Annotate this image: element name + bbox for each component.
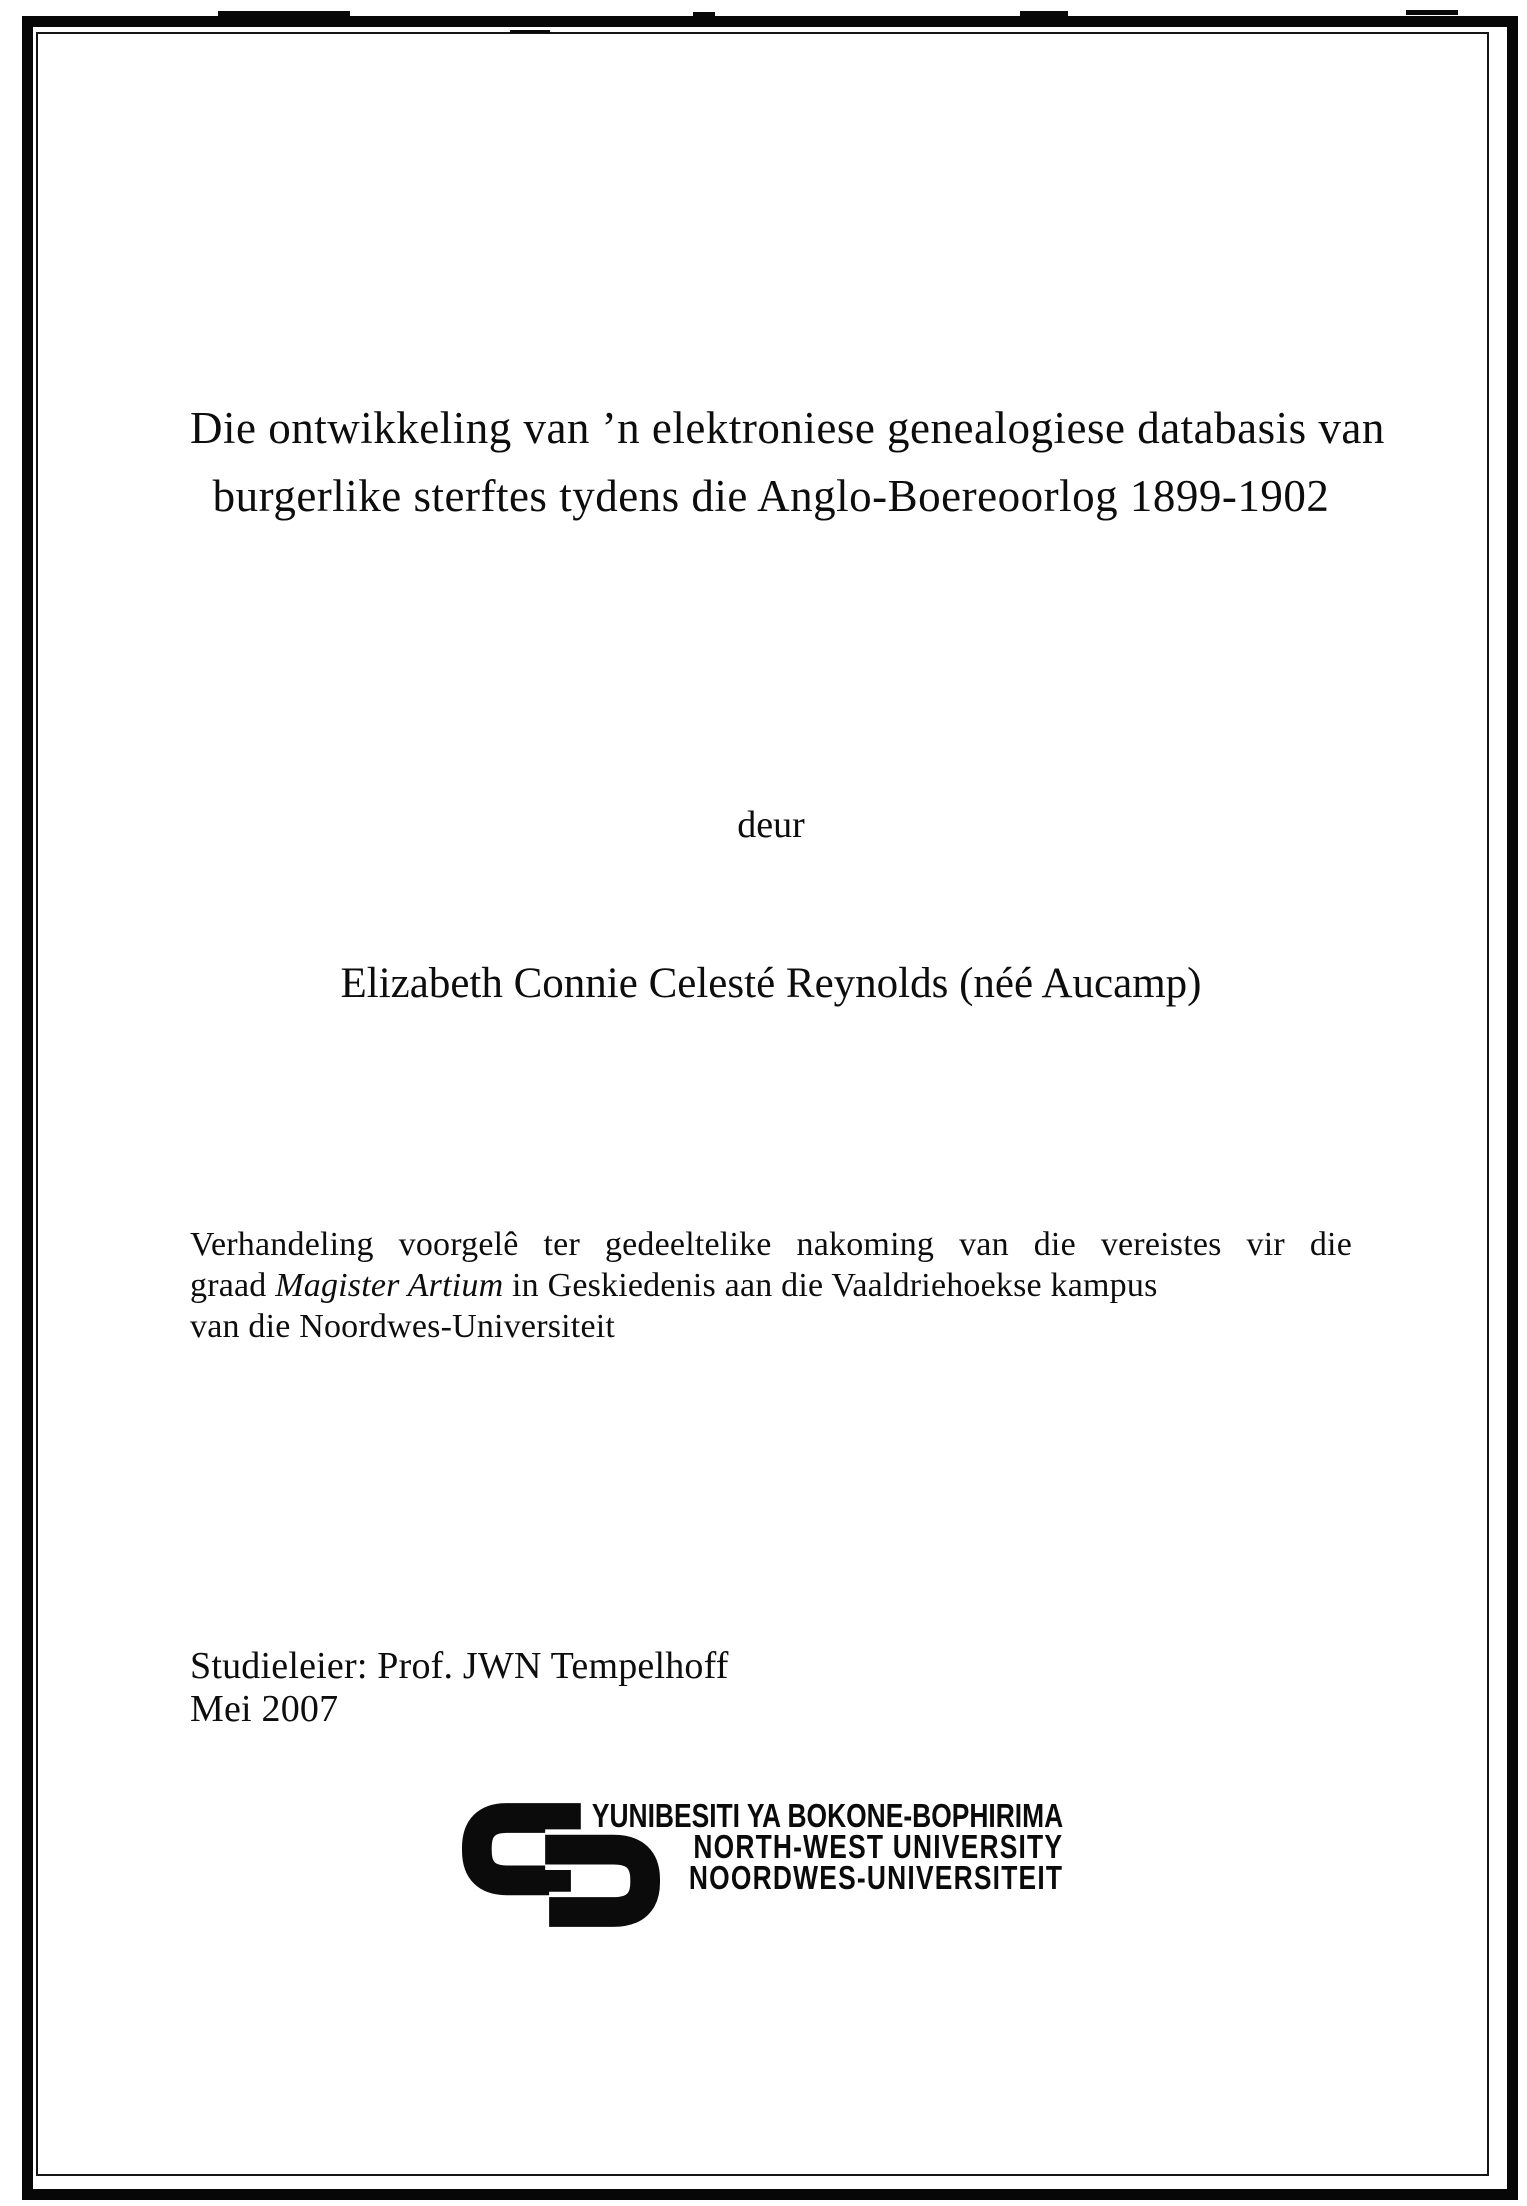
thesis-title-line1: Die ontwikkeling van ’n elektroniese genealogiese databasis van [190, 403, 1385, 453]
scan-artifact [1406, 10, 1458, 15]
university-logo [462, 1797, 1082, 1937]
supervisor-block [190, 1645, 1352, 1731]
supervisor-line: Studieleier: Prof. JWN Tempelhoff [190, 1645, 729, 1687]
scan-artifact [1020, 11, 1068, 16]
degree-statement-line1: Verhandeling voorgelê ter gedeeltelike nakoming van die vereistes vir die [190, 1226, 1352, 1263]
author-name: Elizabeth Connie Celesté Reynolds (néé Aucamp) [340, 960, 1202, 1007]
thesis-title-line2: burgerlike sterftes tydens die Anglo-Boereoorlog 1899-1902 [212, 471, 1330, 521]
date-line: Mei 2007 [190, 1688, 339, 1730]
scan-artifact [510, 30, 550, 33]
degree-statement-line3: van die Noordwes-Universiteit [190, 1308, 616, 1345]
scan-artifact [218, 11, 350, 16]
scan-artifact [693, 12, 715, 16]
degree-statement-line2-post: in Geskiedenis aan die Vaaldriehoekse kampus [503, 1267, 1158, 1304]
degree-statement-line2-pre: graad [190, 1267, 276, 1304]
degree-statement-line2 [190, 1265, 1352, 1306]
byline-label: deur [737, 804, 805, 846]
logo-line-english: NORTH-WEST UNIVERSITY [693, 1828, 1064, 1865]
university-logo-text [588, 1797, 1064, 1896]
degree-statement [190, 1224, 1352, 1347]
logo-line-setswana: YUNIBESITI YA BOKONE-BOPHIRIMA [591, 1797, 1064, 1834]
degree-name-italic: Magister Artium [275, 1267, 504, 1304]
thesis-title [190, 394, 1385, 530]
logo-line-afrikaans: NOORDWES-UNIVERSITEIT [688, 1859, 1064, 1896]
